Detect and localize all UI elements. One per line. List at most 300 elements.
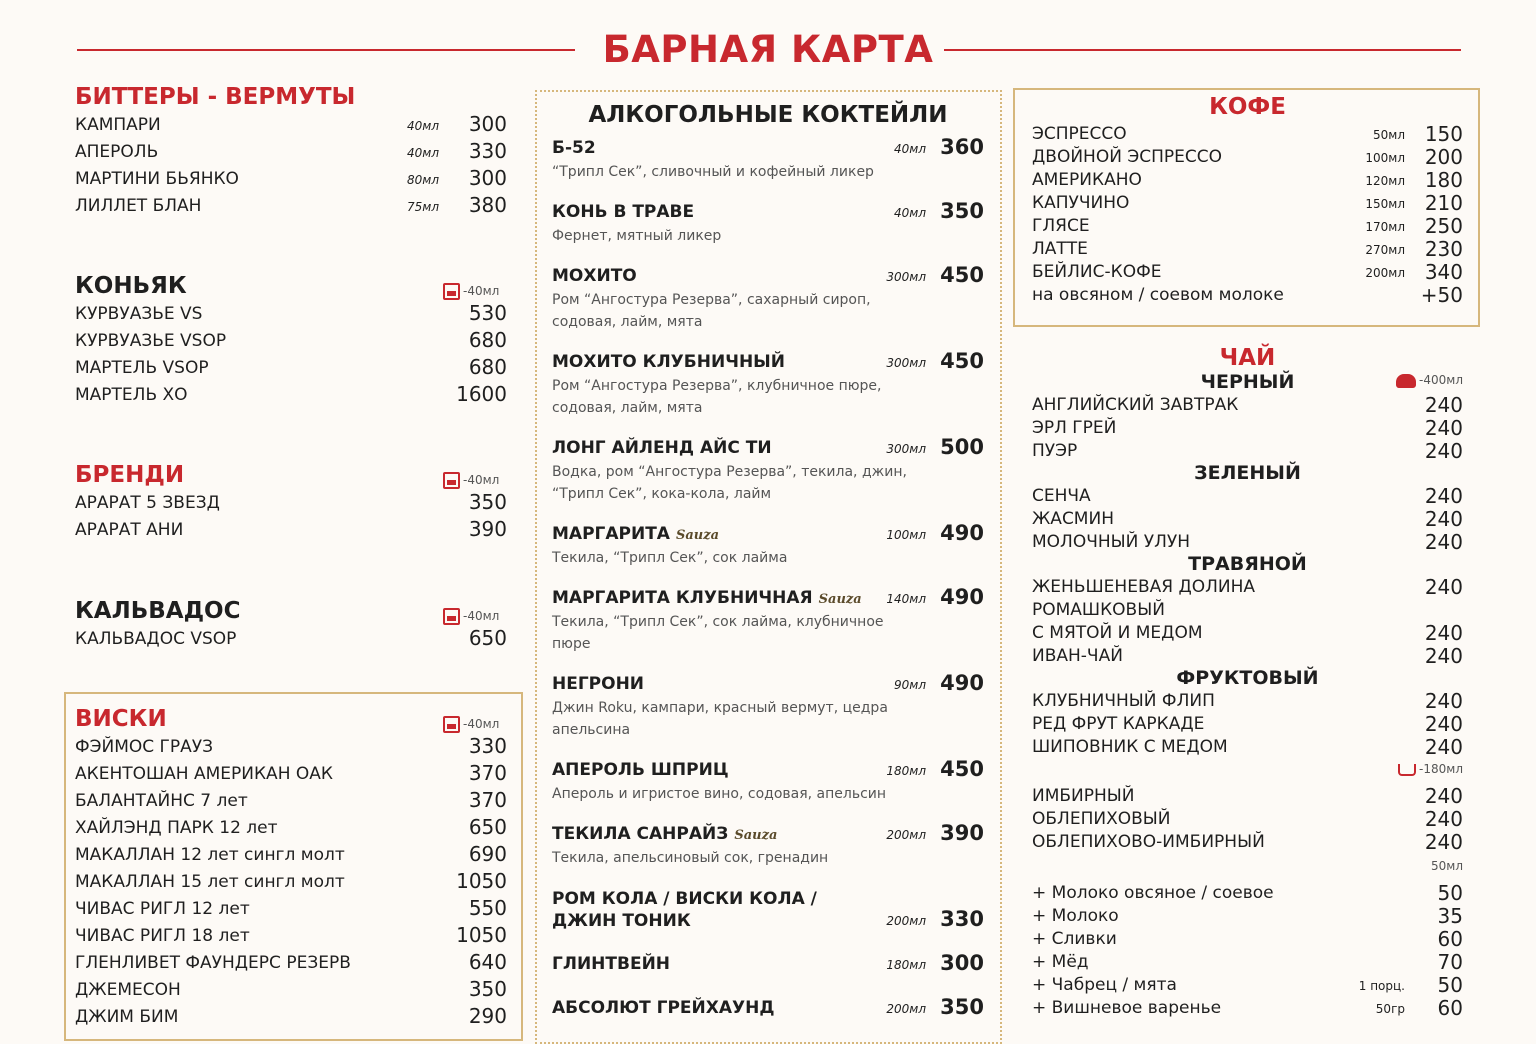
cocktail-price: 300 <box>940 951 984 975</box>
item-name: ЛИЛЛЕТ БЛАН <box>75 196 202 216</box>
item-name: С МЯТОЙ И МЕДОМ <box>1032 623 1203 643</box>
cognac-title: КОНЬЯК <box>75 273 187 299</box>
cocktail-name-text: АБСОЛЮТ ГРЕЙХАУНД <box>552 998 775 1018</box>
item-name: ЖЕНЬШЕНЕВАЯ ДОЛИНА <box>1032 577 1256 597</box>
cocktail-volume: 200мл <box>886 914 926 928</box>
cocktail-name-text: КОНЬ В ТРАВЕ <box>552 202 695 222</box>
item-name: + Чабрец / мята <box>1032 975 1177 995</box>
item-price: 240 <box>1424 689 1463 713</box>
item-price: +50 <box>1420 283 1463 307</box>
item-name: ГЛЕНЛИВЕТ ФАУНДЕРС РЕЗЕРВ <box>75 953 351 973</box>
glass-icon <box>443 608 460 625</box>
item-name: ЖАСМИН <box>1032 509 1114 529</box>
menu-item-row <box>1032 168 1463 191</box>
item-volume: 50мл <box>1373 128 1405 142</box>
item-volume: 120мл <box>1365 174 1405 188</box>
title-rule-right <box>944 49 1461 51</box>
item-price: 70 <box>1437 950 1463 974</box>
item-volume: 50гр <box>1375 1002 1405 1016</box>
cup-badge-text: -180мл <box>1419 762 1463 776</box>
cocktail-name <box>552 888 822 932</box>
cocktail-name <box>552 202 694 222</box>
menu-item-row <box>75 815 507 842</box>
cocktail-price: 490 <box>940 671 984 695</box>
menu-item-row <box>1032 575 1463 598</box>
calvados-list <box>75 626 507 653</box>
coffee-list <box>1032 122 1463 306</box>
tea-herbal-list <box>1032 575 1463 667</box>
menu-item-row <box>75 977 507 1004</box>
item-name: АРАРАТ АНИ <box>75 520 184 540</box>
sauza-logo: Sauza <box>818 592 862 607</box>
item-price: 240 <box>1424 830 1463 854</box>
menu-item-row <box>75 112 507 139</box>
cocktail-name <box>552 352 785 372</box>
cocktail-price: 450 <box>940 349 984 373</box>
item-name: РЕД ФРУТ КАРКАДЕ <box>1032 714 1205 734</box>
cocktail-item <box>552 521 984 588</box>
item-price: 650 <box>468 626 507 650</box>
menu-item-row <box>1032 950 1463 973</box>
item-price: 240 <box>1424 735 1463 759</box>
menu-item-row <box>1032 237 1463 260</box>
bitters-title: БИТТЕРЫ - ВЕРМУТЫ <box>75 84 356 110</box>
item-name: МАКАЛЛАН 12 лет сингл молт <box>75 845 345 865</box>
item-volume: 75мл <box>407 200 439 214</box>
page-title: БАРНАЯ КАРТА <box>602 28 934 71</box>
cocktail-name <box>552 674 644 694</box>
cocktail-price: 490 <box>940 585 984 609</box>
cocktail-item <box>552 888 984 954</box>
menu-item-row <box>75 842 507 869</box>
menu-item-row <box>1032 484 1463 507</box>
menu-item-row <box>1032 214 1463 237</box>
brandy-section <box>75 462 507 544</box>
item-price: 240 <box>1424 393 1463 417</box>
cocktail-price: 490 <box>940 521 984 545</box>
menu-item-row <box>1032 260 1463 283</box>
tea-black-title: ЧЕРНЫЙ <box>1200 371 1295 393</box>
menu-item-row <box>75 950 507 977</box>
whisky-title: ВИСКИ <box>75 706 167 732</box>
cocktail-description: Текила, “Трипл Сек”, сок лайма <box>552 550 788 566</box>
cocktail-volume: 90мл <box>894 678 926 692</box>
menu-item-row <box>1032 621 1463 644</box>
item-price: 680 <box>468 328 507 352</box>
menu-item-row <box>75 355 507 382</box>
left-column <box>75 84 507 220</box>
item-volume: 80мл <box>407 173 439 187</box>
whisky-section <box>75 706 507 1031</box>
menu-item-row <box>75 734 507 761</box>
cocktail-price: 500 <box>940 435 984 459</box>
cocktail-name-text: АПЕРОЛЬ ШПРИЦ <box>552 760 729 780</box>
cognac-list <box>75 301 507 409</box>
item-price: 650 <box>468 815 507 839</box>
cocktail-price: 330 <box>940 907 984 931</box>
cocktail-volume: 100мл <box>886 528 926 542</box>
item-name: ЭРЛ ГРЕЙ <box>1032 418 1117 438</box>
item-price: 180 <box>1424 168 1463 192</box>
item-name: КАПУЧИНО <box>1032 193 1130 213</box>
item-name: РОМАШКОВЫЙ <box>1032 600 1165 620</box>
tea-fruit-list <box>1032 689 1463 758</box>
teapot-icon <box>1396 374 1416 388</box>
whisky-portion-badge <box>443 716 499 733</box>
cocktail-description: “Трипл Сек”, сливочный и кофейный ликер <box>552 164 874 180</box>
item-price: 1050 <box>456 869 507 893</box>
item-price: 300 <box>468 112 507 136</box>
item-price: 330 <box>468 734 507 758</box>
item-volume: 40мл <box>407 119 439 133</box>
menu-item-row <box>75 896 507 923</box>
menu-item-row <box>75 490 507 517</box>
cocktail-description: Текила, апельсиновый сок, гренадин <box>552 850 829 866</box>
menu-item-row <box>1032 927 1463 950</box>
item-price: 390 <box>468 517 507 541</box>
cocktail-name-text: ЛОНГ АЙЛЕНД АЙС ТИ <box>552 438 772 458</box>
sauza-logo: Sauza <box>734 828 778 843</box>
cup-portion-badge <box>1032 758 1463 784</box>
cocktail-name-text: МАРГАРИТА <box>552 524 670 544</box>
item-name: ДЖИМ БИМ <box>75 1007 179 1027</box>
tea-green-title: ЗЕЛЕНЫЙ <box>1194 462 1301 484</box>
cocktail-volume: 180мл <box>886 958 926 972</box>
cocktail-price: 450 <box>940 263 984 287</box>
brandy-list <box>75 490 507 544</box>
menu-item-row <box>75 193 507 220</box>
cocktail-item <box>552 435 984 524</box>
menu-item-row <box>1032 507 1463 530</box>
cocktail-price: 360 <box>940 135 984 159</box>
menu-item-row <box>1032 416 1463 439</box>
menu-item-row <box>1032 191 1463 214</box>
tea-herbal-title: ТРАВЯНОЙ <box>1188 553 1307 575</box>
item-price: 550 <box>468 896 507 920</box>
cocktail-description: Водка, ром “Ангостура Резерва”, текила, джин, “Трипл Сек”, кока-кола, лайм <box>552 464 907 502</box>
cocktail-name <box>552 588 862 608</box>
item-name: ИВАН-ЧАЙ <box>1032 646 1123 666</box>
menu-item-row <box>1032 689 1463 712</box>
cocktail-volume: 180мл <box>886 764 926 778</box>
cocktail-volume: 300мл <box>886 442 926 456</box>
item-name: МАРТЕЛЬ VSOP <box>75 358 209 378</box>
cocktail-description: Фернет, мятный ликер <box>552 228 722 244</box>
item-price: 680 <box>468 355 507 379</box>
item-name: МАКАЛЛАН 15 лет сингл молт <box>75 872 345 892</box>
cocktail-volume: 140мл <box>886 592 926 606</box>
cocktail-volume: 200мл <box>886 1002 926 1016</box>
teapot-badge-text: -400мл <box>1419 373 1463 387</box>
item-price: 240 <box>1424 507 1463 531</box>
menu-item-row <box>75 761 507 788</box>
item-volume: 170мл <box>1365 220 1405 234</box>
item-name: ЧИВАС РИГЛ 18 лет <box>75 926 250 946</box>
menu-item-row <box>1032 393 1463 416</box>
menu-item-row <box>1032 784 1463 807</box>
menu-item-row <box>75 166 507 193</box>
item-volume: 150мл <box>1365 197 1405 211</box>
menu-item-row <box>1032 530 1463 553</box>
cocktail-price: 350 <box>940 199 984 223</box>
cocktail-name <box>552 266 637 286</box>
cocktail-price: 390 <box>940 821 984 845</box>
tea-title: ЧАЙ <box>1219 345 1276 371</box>
cocktail-volume: 40мл <box>894 142 926 156</box>
tea-cup-list <box>1032 784 1463 853</box>
item-name: + Молоко <box>1032 906 1119 926</box>
calvados-title: КАЛЬВАДОС <box>75 598 241 624</box>
cocktail-volume: 300мл <box>886 270 926 284</box>
cognac-badge-text: -40мл <box>463 284 500 298</box>
cocktail-item <box>552 263 984 352</box>
menu-item-row <box>75 328 507 355</box>
item-name: ЧИВАС РИГЛ 12 лет <box>75 899 250 919</box>
item-name: ГЛЯСЕ <box>1032 216 1090 236</box>
item-name: МАРТЕЛЬ ХО <box>75 385 188 405</box>
cocktails-section <box>552 102 984 1042</box>
cocktail-name-text: Б-52 <box>552 138 596 158</box>
glass-icon <box>443 472 460 489</box>
item-name: ОБЛЕПИХОВО-ИМБИРНЫЙ <box>1032 832 1265 852</box>
cocktail-description: Ром “Ангостура Резерва”, сахарный сироп, содовая, лайм, мята <box>552 292 871 330</box>
menu-item-row <box>1032 712 1463 735</box>
cocktail-volume: 40мл <box>894 206 926 220</box>
menu-item-row <box>75 869 507 896</box>
item-name: КЛУБНИЧНЫЙ ФЛИП <box>1032 691 1215 711</box>
addons-list <box>1032 881 1463 1019</box>
item-price: 240 <box>1424 484 1463 508</box>
item-name: БЕЙЛИС-КОФЕ <box>1032 262 1162 282</box>
item-name: ХАЙЛЭНД ПАРК 12 лет <box>75 818 278 838</box>
item-name: на овсяном / соевом молоке <box>1032 285 1284 305</box>
item-price: 330 <box>468 139 507 163</box>
calvados-badge-text: -40мл <box>463 609 500 623</box>
cocktail-name-text: НЕГРОНИ <box>552 674 645 694</box>
menu-item-row <box>75 382 507 409</box>
cognac-section <box>75 273 507 409</box>
item-name: КАМПАРИ <box>75 115 161 135</box>
item-name: + Молоко овсяное / соевое <box>1032 883 1274 903</box>
item-name: КУРВУАЗЬЕ VSOP <box>75 331 227 351</box>
item-price: 240 <box>1424 807 1463 831</box>
item-name: АКЕНТОШАН АМЕРИКАН ОАК <box>75 764 333 784</box>
bitters-list <box>75 112 507 220</box>
menu-item-row <box>1032 973 1463 996</box>
glass-icon <box>443 283 460 300</box>
cocktail-item <box>552 951 984 998</box>
menu-item-row <box>1032 598 1463 621</box>
menu-item-row <box>1032 644 1463 667</box>
item-price: 50 <box>1437 881 1463 905</box>
item-price: 240 <box>1424 530 1463 554</box>
addons-volume-label: 50мл <box>1431 859 1463 873</box>
item-price: 240 <box>1424 621 1463 645</box>
cocktail-name <box>552 824 777 844</box>
cocktail-item <box>552 757 984 824</box>
cocktail-name <box>552 954 670 974</box>
item-name: ОБЛЕПИХОВЫЙ <box>1032 809 1171 829</box>
item-price: 640 <box>468 950 507 974</box>
whisky-badge-text: -40мл <box>463 717 500 731</box>
cocktail-name-text: ГЛИНТВЕЙН <box>552 954 671 974</box>
coffee-section <box>1032 94 1463 306</box>
item-price: 370 <box>468 788 507 812</box>
item-name: АМЕРИКАНО <box>1032 170 1142 190</box>
cocktail-item <box>552 199 984 266</box>
item-price: 240 <box>1424 644 1463 668</box>
menu-item-row <box>1032 122 1463 145</box>
menu-item-row <box>1032 904 1463 927</box>
item-price: 290 <box>468 1004 507 1028</box>
item-price: 200 <box>1424 145 1463 169</box>
tea-fruit-title: ФРУКТОВЫЙ <box>1176 667 1319 689</box>
item-price: 240 <box>1424 575 1463 599</box>
item-name: ФЭЙМОС ГРАУЗ <box>75 737 214 757</box>
cocktail-volume: 200мл <box>886 828 926 842</box>
item-name: ДВОЙНОЙ ЭСПРЕССО <box>1032 147 1222 167</box>
cocktail-volume: 300мл <box>886 356 926 370</box>
item-name: АНГЛИЙСКИЙ ЗАВТРАК <box>1032 395 1239 415</box>
cocktail-name <box>552 998 775 1018</box>
menu-item-row <box>75 788 507 815</box>
cocktail-price: 350 <box>940 995 984 1019</box>
item-volume: 40мл <box>407 146 439 160</box>
item-volume: 200мл <box>1365 266 1405 280</box>
item-price: 350 <box>468 490 507 514</box>
item-price: 230 <box>1424 237 1463 261</box>
tea-green-list <box>1032 484 1463 553</box>
menu-item-row <box>1032 881 1463 904</box>
cocktail-name-text: РОМ КОЛА / ВИСКИ КОЛА / ДЖИН ТОНИК <box>552 889 817 931</box>
tea-black-list <box>1032 393 1463 462</box>
header <box>0 28 1536 78</box>
item-price: 1600 <box>456 382 507 406</box>
item-name: МОЛОЧНЫЙ УЛУН <box>1032 532 1191 552</box>
menu-item-row <box>1032 439 1463 462</box>
menu-item-row <box>75 923 507 950</box>
item-name: КАЛЬВАДОС VSOP <box>75 629 237 649</box>
cocktail-name <box>552 524 719 544</box>
menu-item-row <box>1032 830 1463 853</box>
calvados-section <box>75 598 507 653</box>
item-name: + Мёд <box>1032 952 1089 972</box>
teapot-portion-badge <box>1396 373 1463 388</box>
item-price: 1050 <box>456 923 507 947</box>
whisky-list <box>75 734 507 1031</box>
cocktail-description: Текила, “Трипл Сек”, сок лайма, клубничное пюре <box>552 614 884 652</box>
menu-item-row <box>75 301 507 328</box>
menu-item-row <box>1032 283 1463 306</box>
menu-item-row <box>1032 807 1463 830</box>
cocktail-item <box>552 995 984 1042</box>
item-name: + Сливки <box>1032 929 1117 949</box>
cocktail-name-text: МОХИТО КЛУБНИЧНЫЙ <box>552 352 786 372</box>
sauza-logo: Sauza <box>675 528 720 543</box>
brandy-portion-badge <box>443 472 499 489</box>
item-volume: 270мл <box>1365 243 1405 257</box>
glass-icon <box>443 716 460 733</box>
item-price: 60 <box>1437 996 1463 1020</box>
item-volume: 1 порц. <box>1358 979 1405 993</box>
item-price: 690 <box>468 842 507 866</box>
item-name: СЕНЧА <box>1032 486 1091 506</box>
item-price: 210 <box>1424 191 1463 215</box>
cocktails-title: АЛКОГОЛЬНЫЕ КОКТЕЙЛИ <box>588 102 948 128</box>
cocktail-item <box>552 671 984 760</box>
cocktail-price: 450 <box>940 757 984 781</box>
item-name: МАРТИНИ БЬЯНКО <box>75 169 239 189</box>
item-price: 50 <box>1437 973 1463 997</box>
cocktail-name-text: МАРГАРИТА КЛУБНИЧНАЯ <box>552 588 813 608</box>
item-name: КУРВУАЗЬЕ VS <box>75 304 203 324</box>
cup-icon <box>1398 764 1416 776</box>
cognac-portion-badge <box>443 283 499 300</box>
menu-item-row <box>1032 996 1463 1019</box>
item-price: 240 <box>1424 416 1463 440</box>
item-price: 530 <box>468 301 507 325</box>
item-price: 340 <box>1424 260 1463 284</box>
menu-item-row <box>75 517 507 544</box>
coffee-title: КОФЕ <box>1209 94 1286 120</box>
item-name: ЭСПРЕССО <box>1032 124 1127 144</box>
item-price: 240 <box>1424 784 1463 808</box>
item-volume: 100мл <box>1365 151 1405 165</box>
item-name: ПУЭР <box>1032 441 1078 461</box>
cocktail-name <box>552 760 729 780</box>
item-price: 60 <box>1437 927 1463 951</box>
cocktail-name <box>552 138 596 158</box>
item-price: 250 <box>1424 214 1463 238</box>
calvados-portion-badge <box>443 608 499 625</box>
menu-item-row <box>75 626 507 653</box>
item-name: БАЛАНТАЙНС 7 лет <box>75 791 248 811</box>
item-price: 380 <box>468 193 507 217</box>
cocktail-name-text: МОХИТО <box>552 266 637 286</box>
menu-item-row <box>1032 735 1463 758</box>
cocktail-description: Апероль и игристое вино, содовая, апельсин <box>552 786 887 802</box>
item-name: ШИПОВНИК С МЕДОМ <box>1032 737 1228 757</box>
item-price: 300 <box>468 166 507 190</box>
cocktail-description: Джин Roku, кампари, красный вермут, цедра апельсина <box>552 700 888 738</box>
item-price: 350 <box>468 977 507 1001</box>
brandy-badge-text: -40мл <box>463 473 500 487</box>
cocktail-item <box>552 821 984 888</box>
cocktail-name-text: ТЕКИЛА САНРАЙЗ <box>552 824 729 844</box>
cocktails-list <box>552 135 984 1042</box>
cocktail-name <box>552 438 772 458</box>
item-name: АРАРАТ 5 ЗВЕЗД <box>75 493 220 513</box>
item-price: 240 <box>1424 712 1463 736</box>
tea-section <box>1032 345 1463 1019</box>
cocktail-item <box>552 349 984 438</box>
item-name: + Вишневое варенье <box>1032 998 1222 1018</box>
menu-item-row <box>1032 145 1463 168</box>
item-price: 240 <box>1424 439 1463 463</box>
item-name: ЛАТТЕ <box>1032 239 1088 259</box>
cocktail-item <box>552 585 984 674</box>
item-price: 150 <box>1424 122 1463 146</box>
item-price: 370 <box>468 761 507 785</box>
brandy-title: БРЕНДИ <box>75 462 185 488</box>
menu-item-row <box>75 139 507 166</box>
item-name: АПЕРОЛЬ <box>75 142 159 162</box>
item-name: ИМБИРНЫЙ <box>1032 786 1135 806</box>
cocktail-item <box>552 135 984 202</box>
item-price: 35 <box>1437 904 1463 928</box>
item-name: ДЖЕМЕСОН <box>75 980 181 1000</box>
cocktail-description: Ром “Ангостура Резерва”, клубничное пюре, содовая, лайм, мята <box>552 378 882 416</box>
